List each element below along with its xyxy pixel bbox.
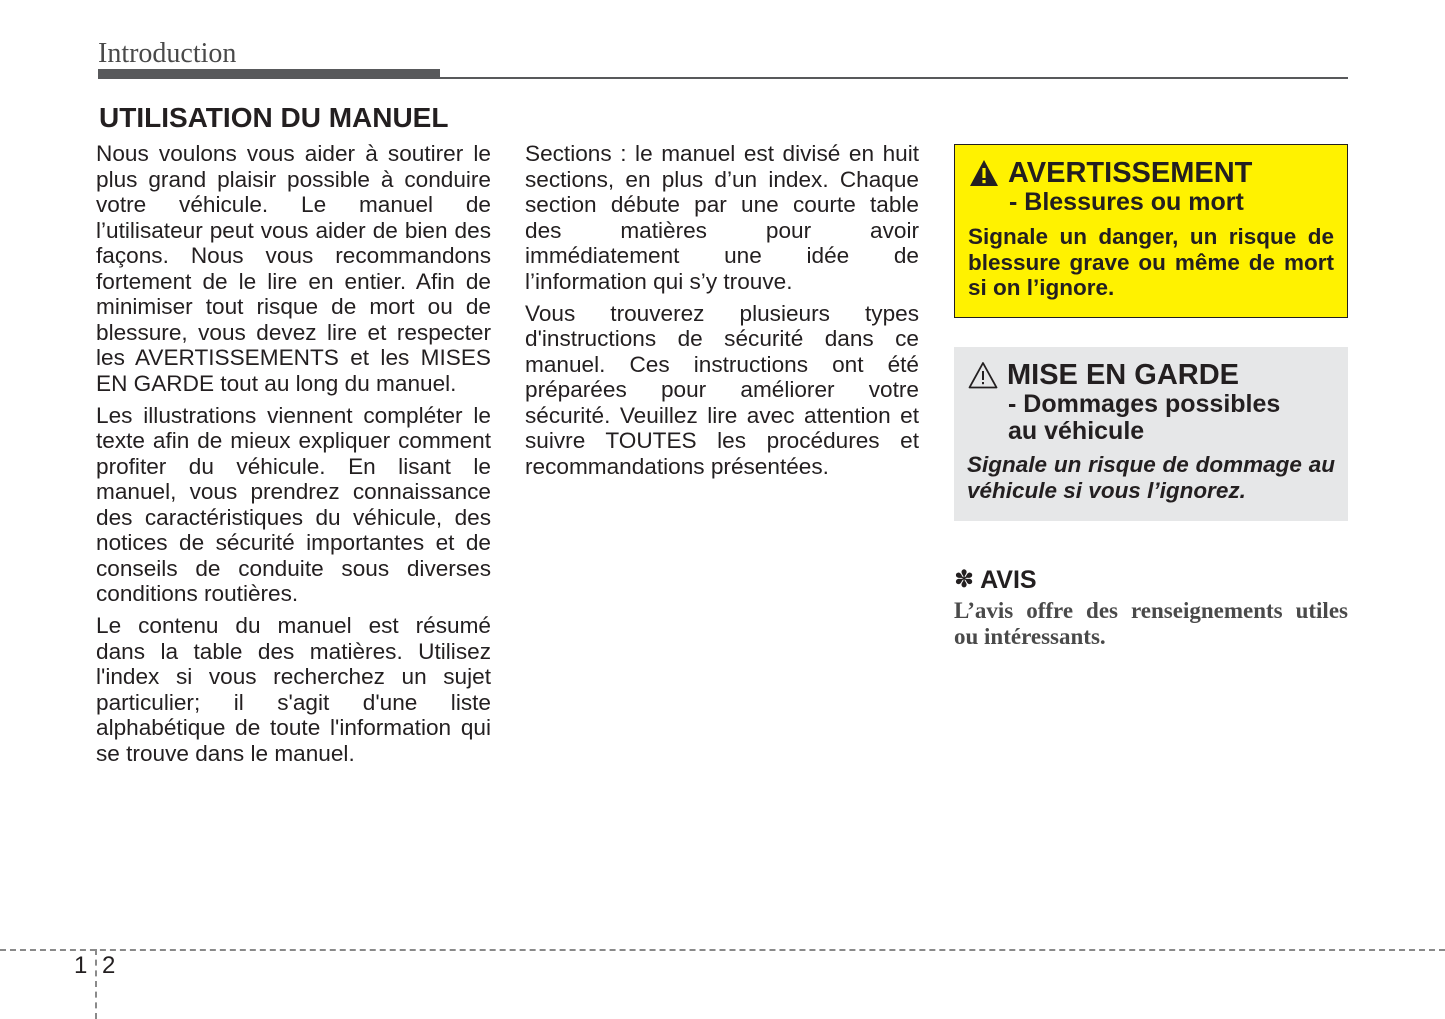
notice-body: L’avis offre des renseignements utiles ou intéressants. xyxy=(954,598,1348,649)
notice-title-row xyxy=(954,565,1348,595)
chapter-number: 1 xyxy=(74,952,88,979)
notice-block xyxy=(954,565,1348,649)
caution-body: Signale un risque de dommage au véhicule si vous l’ignorez. xyxy=(967,452,1335,503)
warning-filled-triangle-icon xyxy=(969,159,999,187)
page-number: 2 xyxy=(102,952,116,979)
section-title: UTILISATION DU MANUEL xyxy=(99,102,449,133)
paragraph: Le contenu du manuel est résumé dans la table des matières. Utilisez l'index si vous recherchez un sujet particulier; il s'agit d'une liste alphabétique de toute l'information qui se trouve dans le manuel. xyxy=(96,613,491,766)
trim-line-horizontal xyxy=(0,949,1445,951)
caution-header xyxy=(968,359,1239,391)
running-head-title: Introduction xyxy=(98,38,237,69)
caution-title: MISE EN GARDE xyxy=(1007,359,1240,391)
paragraph: Sections : le manuel est divisé en huit sections, en plus d’un index. Chaque section débute par une courte table des matières pour avoir immédiatement une idée de l’information qui s’y trouve. xyxy=(525,141,919,294)
warning-header xyxy=(969,157,1252,189)
paragraph: Vous trouverez plusieurs types d'instructions de sécurité dans ce manuel. Ces instructions ont été préparées pour améliorer votre sécurité. Veuillez lire avec attention et suivre TOUTES les procédures et recommandations présentées. xyxy=(525,300,919,479)
caution-outline-triangle-icon xyxy=(968,361,998,389)
text-column-middle xyxy=(525,141,919,486)
warning-body: Signale un danger, un risque de blessure grave ou même de mort si on l’ignore. xyxy=(968,224,1334,300)
header-rule-thin xyxy=(98,77,1348,79)
warning-title: AVERTISSEMENT xyxy=(1008,157,1253,189)
asterisk-icon: ✽ xyxy=(954,566,975,593)
text-column-left xyxy=(96,141,491,773)
caution-subtitle: - Dommages possibles au véhicule xyxy=(1008,390,1281,445)
paragraph: Nous voulons vous aider à soutirer le plus grand plaisir possible à conduire votre véhicule. Le manuel de l’utilisateur peut vous aider de bien des façons. Nous vous recommandons fortement de le lire en entier. Afin de minimiser tout risque de mort ou de blessure, vous devez lire et respecter les AVERTISSEMENTS et les MISES EN GARDE tout au long du manuel. xyxy=(96,141,491,396)
notice-title: AVIS xyxy=(980,566,1037,594)
caution-box xyxy=(954,347,1348,521)
paragraph: Les illustrations viennent compléter le texte afin de mieux expliquer comment profiter du véhicule. En lisant le manuel, vous prendrez connaissance des caractéristiques du véhicule, des notices de sécurité importantes et de conseils de conduite sous diverses conditions routières. xyxy=(96,402,491,606)
warning-box xyxy=(954,144,1348,318)
warning-subtitle: - Blessures ou mort xyxy=(1009,188,1244,216)
trim-line-vertical xyxy=(95,949,97,1019)
